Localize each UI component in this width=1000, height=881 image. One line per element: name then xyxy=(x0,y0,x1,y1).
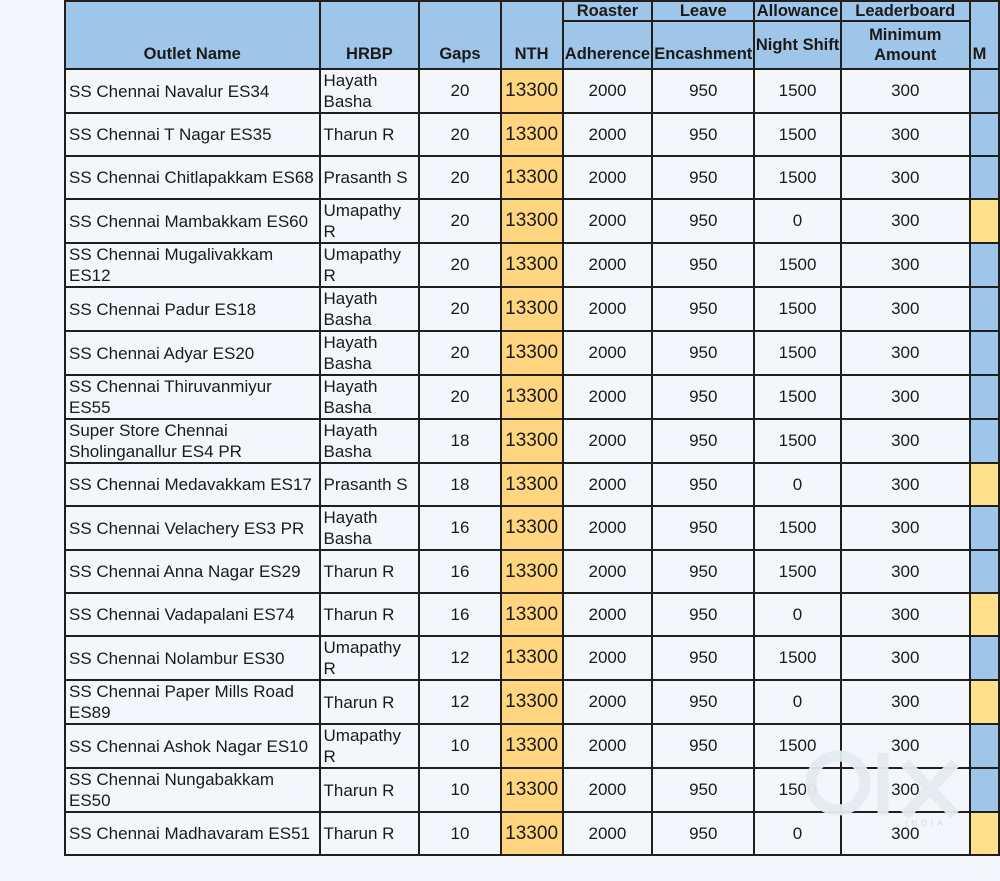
cell-adherence[interactable]: 2000 xyxy=(563,287,653,331)
cell-gaps[interactable]: 16 xyxy=(419,593,500,636)
cell-minimum-amount[interactable]: 300 xyxy=(841,506,970,550)
header-leaderboard[interactable]: Leaderboard xyxy=(841,1,970,21)
table-row xyxy=(65,199,999,243)
cell-minimum-amount[interactable]: 300 xyxy=(841,419,970,463)
cell-outlet-name[interactable]: SS Chennai Mambakkam ES60 xyxy=(65,199,320,243)
cell-minimum-amount[interactable]: 300 xyxy=(841,331,970,375)
cell-nth[interactable]: 13300 xyxy=(501,113,563,156)
cell-outlet-name[interactable]: SS Chennai Thiruvanmiyur ES55 xyxy=(65,375,320,419)
cell-gaps[interactable]: 20 xyxy=(419,113,500,156)
cell-hrbp[interactable]: Prasanth S xyxy=(320,156,420,199)
cell-encashment[interactable]: 950 xyxy=(652,812,754,855)
table-row xyxy=(65,680,999,724)
cell-night-shift[interactable]: 1500 xyxy=(754,113,841,156)
table-row xyxy=(65,463,999,506)
cell-nth[interactable]: 13300 xyxy=(501,287,563,331)
cell-hrbp[interactable]: Prasanth S xyxy=(320,463,420,506)
cell-outlet-name[interactable]: SS Chennai Paper Mills Road ES89 xyxy=(65,680,320,724)
table-row xyxy=(65,636,999,680)
cell-encashment[interactable]: 950 xyxy=(652,724,754,768)
cell-cut-column[interactable] xyxy=(970,113,999,156)
cell-adherence[interactable]: 2000 xyxy=(563,550,653,593)
table-row xyxy=(65,375,999,419)
cell-night-shift[interactable]: 1500 xyxy=(754,375,841,419)
cell-hrbp[interactable]: Umapathy R xyxy=(320,243,420,287)
cell-encashment[interactable]: 950 xyxy=(652,69,754,113)
cell-adherence[interactable]: 2000 xyxy=(563,69,653,113)
cell-outlet-name[interactable]: SS Chennai Padur ES18 xyxy=(65,287,320,331)
cell-adherence[interactable]: 2000 xyxy=(563,812,653,855)
cell-nth[interactable]: 13300 xyxy=(501,463,563,506)
cell-adherence[interactable]: 2000 xyxy=(563,243,653,287)
cell-adherence[interactable]: 2000 xyxy=(563,375,653,419)
cell-outlet-name[interactable]: SS Chennai Velachery ES3 PR xyxy=(65,506,320,550)
cell-adherence[interactable]: 2000 xyxy=(563,199,653,243)
cell-nth[interactable]: 13300 xyxy=(501,680,563,724)
cell-cut-column[interactable] xyxy=(970,331,999,375)
cell-gaps[interactable]: 20 xyxy=(419,156,500,199)
header-nth[interactable]: NTH xyxy=(501,1,563,69)
cell-encashment[interactable]: 950 xyxy=(652,593,754,636)
header-outlet-name[interactable]: Outlet Name xyxy=(65,1,320,69)
cell-gaps[interactable]: 16 xyxy=(419,506,500,550)
cell-hrbp[interactable]: Tharun R xyxy=(320,768,420,812)
cell-night-shift[interactable]: 1500 xyxy=(754,724,841,768)
cell-adherence[interactable]: 2000 xyxy=(563,680,653,724)
cell-minimum-amount[interactable]: 300 xyxy=(841,243,970,287)
cell-cut-column[interactable] xyxy=(970,199,999,243)
cell-outlet-name[interactable]: SS Chennai T Nagar ES35 xyxy=(65,113,320,156)
cell-cut-column[interactable] xyxy=(970,156,999,199)
cell-gaps[interactable]: 12 xyxy=(419,636,500,680)
cell-night-shift[interactable]: 1500 xyxy=(754,419,841,463)
cell-minimum-amount[interactable]: 300 xyxy=(841,550,970,593)
cell-nth[interactable]: 13300 xyxy=(501,243,563,287)
cell-encashment[interactable]: 950 xyxy=(652,113,754,156)
cell-encashment[interactable]: 950 xyxy=(652,419,754,463)
cell-hrbp[interactable]: Umapathy R xyxy=(320,199,420,243)
cell-minimum-amount[interactable]: 300 xyxy=(841,375,970,419)
cell-outlet-name[interactable]: SS Chennai Vadapalani ES74 xyxy=(65,593,320,636)
cell-outlet-name[interactable]: SS Chennai Mugalivakkam ES12 xyxy=(65,243,320,287)
cell-outlet-name[interactable]: SS Chennai Ashok Nagar ES10 xyxy=(65,724,320,768)
table-row xyxy=(65,812,999,855)
cell-minimum-amount[interactable]: 300 xyxy=(841,593,970,636)
cell-gaps[interactable]: 16 xyxy=(419,550,500,593)
cell-night-shift[interactable]: 1500 xyxy=(754,550,841,593)
cell-hrbp[interactable]: Tharun R xyxy=(320,550,420,593)
table-row xyxy=(65,287,999,331)
cell-hrbp[interactable]: Umapathy R xyxy=(320,724,420,768)
cell-encashment[interactable]: 950 xyxy=(652,199,754,243)
cell-minimum-amount[interactable]: 300 xyxy=(841,680,970,724)
header-night-shift[interactable]: Night Shift xyxy=(754,21,841,69)
cell-gaps[interactable]: 20 xyxy=(419,69,500,113)
cell-minimum-amount[interactable]: 300 xyxy=(841,463,970,506)
cell-gaps[interactable]: 10 xyxy=(419,768,500,812)
cell-cut-column[interactable] xyxy=(970,463,999,506)
cell-gaps[interactable]: 10 xyxy=(419,812,500,855)
cell-night-shift[interactable]: 0 xyxy=(754,199,841,243)
cell-nth[interactable]: 13300 xyxy=(501,636,563,680)
cell-cut-column[interactable] xyxy=(970,593,999,636)
cell-encashment[interactable]: 950 xyxy=(652,550,754,593)
cell-nth[interactable]: 13300 xyxy=(501,812,563,855)
cell-outlet-name[interactable]: Super Store Chennai Sholinganallur ES4 PR xyxy=(65,419,320,463)
cell-outlet-name[interactable]: SS Chennai Adyar ES20 xyxy=(65,331,320,375)
cell-cut-column[interactable] xyxy=(970,419,999,463)
cell-nth[interactable]: 13300 xyxy=(501,506,563,550)
cell-gaps[interactable]: 20 xyxy=(419,331,500,375)
cell-nth[interactable]: 13300 xyxy=(501,724,563,768)
cell-outlet-name[interactable]: SS Chennai Nolambur ES30 xyxy=(65,636,320,680)
cell-adherence[interactable]: 2000 xyxy=(563,113,653,156)
table-row xyxy=(65,69,999,113)
cell-encashment[interactable]: 950 xyxy=(652,331,754,375)
header-minimum-amount[interactable]: Minimum Amount xyxy=(841,21,970,69)
cell-cut-column[interactable] xyxy=(970,724,999,768)
cell-outlet-name[interactable]: SS Chennai Anna Nagar ES29 xyxy=(65,550,320,593)
cell-cut-column[interactable] xyxy=(970,812,999,855)
cell-nth[interactable]: 13300 xyxy=(501,550,563,593)
table-row xyxy=(65,331,999,375)
header-encashment[interactable]: Encashment xyxy=(652,21,754,69)
cell-adherence[interactable]: 2000 xyxy=(563,331,653,375)
cell-adherence[interactable]: 2000 xyxy=(563,463,653,506)
cell-cut-column[interactable] xyxy=(970,243,999,287)
cell-night-shift[interactable]: 0 xyxy=(754,680,841,724)
table-row xyxy=(65,156,999,199)
cell-hrbp[interactable]: Hayath Basha xyxy=(320,331,420,375)
cell-nth[interactable]: 13300 xyxy=(501,419,563,463)
cell-nth[interactable]: 13300 xyxy=(501,69,563,113)
cell-cut-column[interactable] xyxy=(970,506,999,550)
cell-night-shift[interactable]: 1500 xyxy=(754,287,841,331)
cell-gaps[interactable]: 18 xyxy=(419,463,500,506)
header-roaster[interactable]: Roaster xyxy=(563,1,653,21)
cell-gaps[interactable]: 20 xyxy=(419,199,500,243)
cell-hrbp[interactable]: Hayath Basha xyxy=(320,287,420,331)
header-adherence[interactable]: Adherence xyxy=(563,21,653,69)
cell-night-shift[interactable]: 1500 xyxy=(754,156,841,199)
cell-adherence[interactable]: 2000 xyxy=(563,593,653,636)
cell-night-shift[interactable]: 0 xyxy=(754,593,841,636)
cell-night-shift[interactable]: 1500 xyxy=(754,243,841,287)
cell-hrbp[interactable]: Hayath Basha xyxy=(320,506,420,550)
cell-minimum-amount[interactable]: 300 xyxy=(841,287,970,331)
cell-minimum-amount[interactable]: 300 xyxy=(841,768,970,812)
cell-encashment[interactable]: 950 xyxy=(652,680,754,724)
cell-adherence[interactable]: 2000 xyxy=(563,636,653,680)
header-hrbp[interactable]: HRBP xyxy=(320,1,420,69)
cell-hrbp[interactable]: Hayath Basha xyxy=(320,69,420,113)
cell-night-shift[interactable]: 1500 xyxy=(754,506,841,550)
cell-adherence[interactable]: 2000 xyxy=(563,724,653,768)
cell-hrbp[interactable]: Tharun R xyxy=(320,593,420,636)
cell-gaps[interactable]: 10 xyxy=(419,724,500,768)
cell-cut-column[interactable] xyxy=(970,680,999,724)
cell-cut-column[interactable] xyxy=(970,287,999,331)
cell-encashment[interactable]: 950 xyxy=(652,375,754,419)
watermark-label: INDIA xyxy=(905,819,947,828)
table-row xyxy=(65,550,999,593)
cell-adherence[interactable]: 2000 xyxy=(563,506,653,550)
cell-outlet-name[interactable]: SS Chennai Chitlapakkam ES68 xyxy=(65,156,320,199)
cell-minimum-amount[interactable]: 300 xyxy=(841,724,970,768)
cell-adherence[interactable]: 2000 xyxy=(563,768,653,812)
cell-nth[interactable]: 13300 xyxy=(501,593,563,636)
cell-hrbp[interactable]: Tharun R xyxy=(320,680,420,724)
cell-cut-column[interactable] xyxy=(970,636,999,680)
cell-adherence[interactable]: 2000 xyxy=(563,156,653,199)
header-leave[interactable]: Leave xyxy=(652,1,754,21)
cell-encashment[interactable]: 950 xyxy=(652,506,754,550)
cell-cut-column[interactable] xyxy=(970,375,999,419)
cell-hrbp[interactable]: Hayath Basha xyxy=(320,419,420,463)
cell-minimum-amount[interactable]: 300 xyxy=(841,199,970,243)
cell-night-shift[interactable]: 0 xyxy=(754,812,841,855)
cell-minimum-amount[interactable]: 300 xyxy=(841,69,970,113)
table-row xyxy=(65,419,999,463)
cell-encashment[interactable]: 950 xyxy=(652,768,754,812)
cell-encashment[interactable]: 950 xyxy=(652,463,754,506)
cell-gaps[interactable]: 12 xyxy=(419,680,500,724)
cell-nth[interactable]: 13300 xyxy=(501,156,563,199)
header-gaps[interactable]: Gaps xyxy=(419,1,500,69)
cell-cut-column[interactable] xyxy=(970,550,999,593)
cell-minimum-amount[interactable]: 300 xyxy=(841,636,970,680)
cell-nth[interactable]: 13300 xyxy=(501,768,563,812)
table-row xyxy=(65,243,999,287)
cell-outlet-name[interactable]: SS Chennai Medavakkam ES17 xyxy=(65,463,320,506)
cell-minimum-amount[interactable]: 300 xyxy=(841,812,970,855)
spreadsheet-table xyxy=(64,0,1000,856)
table-row xyxy=(65,506,999,550)
cell-hrbp[interactable]: Tharun R xyxy=(320,812,420,855)
cell-encashment[interactable]: 950 xyxy=(652,243,754,287)
cell-minimum-amount[interactable]: 300 xyxy=(841,113,970,156)
cell-night-shift[interactable]: 0 xyxy=(754,463,841,506)
cell-encashment[interactable]: 950 xyxy=(652,636,754,680)
header-allowance[interactable]: Allowance xyxy=(754,1,841,21)
cell-hrbp[interactable]: Tharun R xyxy=(320,113,420,156)
cell-gaps[interactable]: 20 xyxy=(419,243,500,287)
cell-outlet-name[interactable]: SS Chennai Navalur ES34 xyxy=(65,69,320,113)
cell-night-shift[interactable]: 1500 xyxy=(754,768,841,812)
cell-night-shift[interactable]: 1500 xyxy=(754,69,841,113)
table-row xyxy=(65,724,999,768)
table-row xyxy=(65,768,999,812)
cell-encashment[interactable]: 950 xyxy=(652,156,754,199)
cell-encashment[interactable]: 950 xyxy=(652,287,754,331)
cell-hrbp[interactable]: Umapathy R xyxy=(320,636,420,680)
table-row xyxy=(65,113,999,156)
cell-minimum-amount[interactable]: 300 xyxy=(841,156,970,199)
cell-nth[interactable]: 13300 xyxy=(501,331,563,375)
cell-night-shift[interactable]: 1500 xyxy=(754,331,841,375)
cell-cut-column[interactable] xyxy=(970,69,999,113)
cell-adherence[interactable]: 2000 xyxy=(563,419,653,463)
cell-outlet-name[interactable]: SS Chennai Madhavaram ES51 xyxy=(65,812,320,855)
cell-hrbp[interactable]: Hayath Basha xyxy=(320,375,420,419)
cell-gaps[interactable]: 18 xyxy=(419,419,500,463)
cell-nth[interactable]: 13300 xyxy=(501,199,563,243)
table-row xyxy=(65,593,999,636)
cell-night-shift[interactable]: 1500 xyxy=(754,636,841,680)
cell-outlet-name[interactable]: SS Chennai Nungabakkam ES50 xyxy=(65,768,320,812)
cell-gaps[interactable]: 20 xyxy=(419,375,500,419)
cell-nth[interactable]: 13300 xyxy=(501,375,563,419)
cell-cut-column[interactable] xyxy=(970,768,999,812)
header-cut-column[interactable]: M xyxy=(970,1,999,69)
cell-gaps[interactable]: 20 xyxy=(419,287,500,331)
